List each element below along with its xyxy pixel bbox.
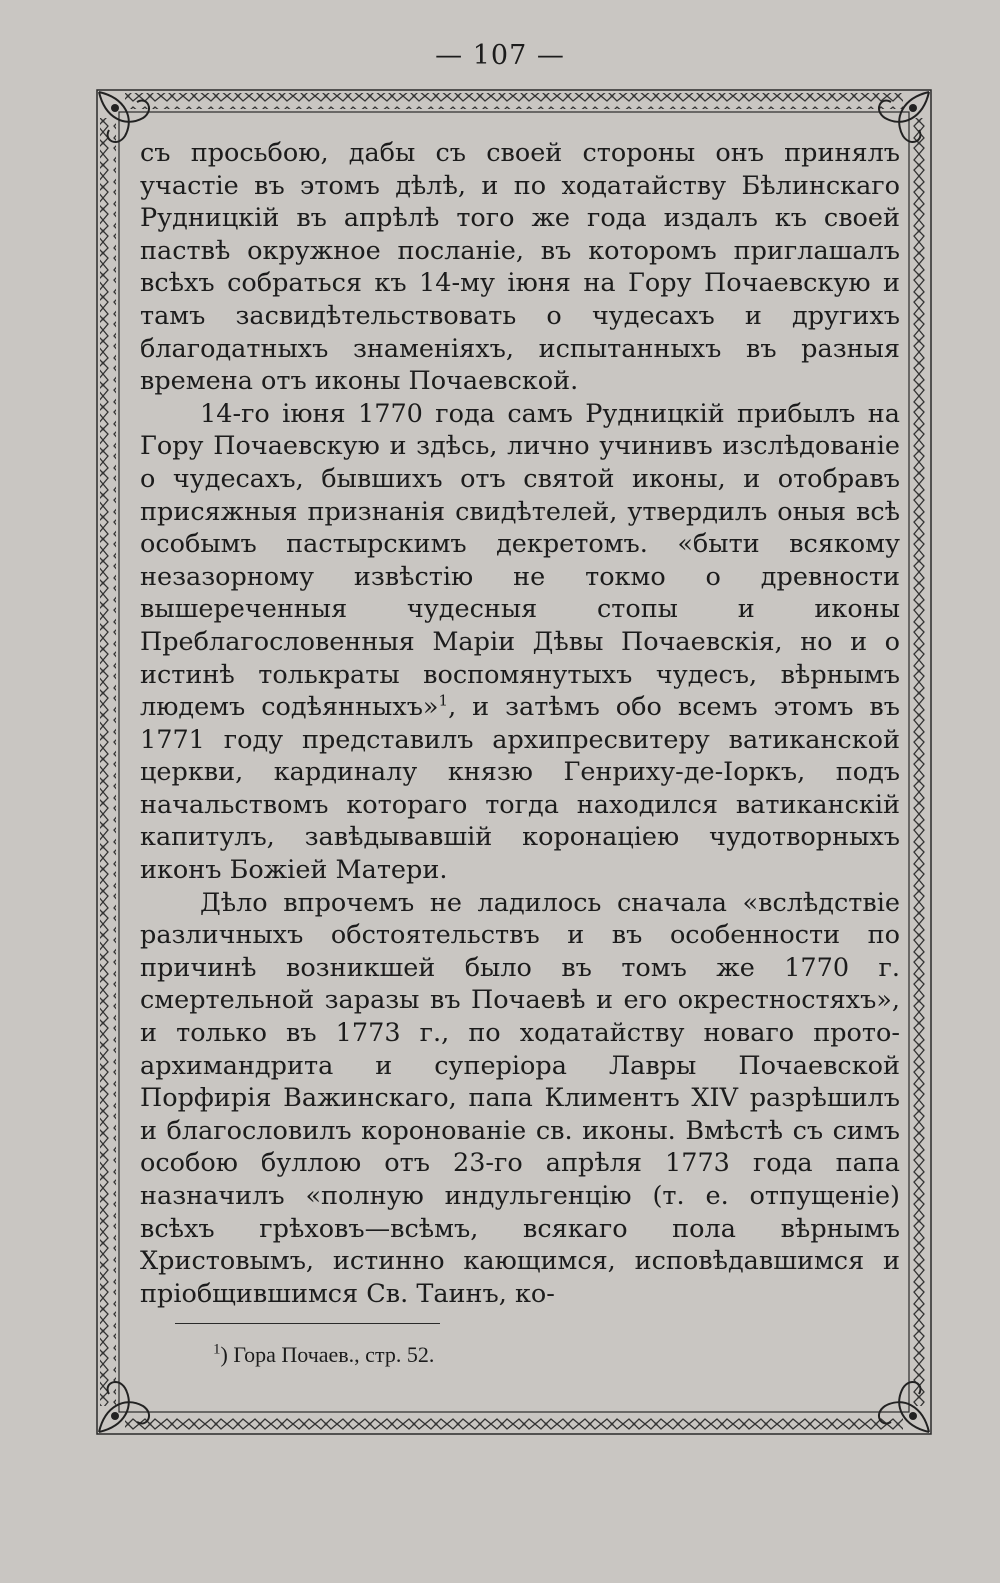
page-number: — 107 — <box>435 40 565 71</box>
paragraph-2-tail: , и затѣмъ обо всемъ этомъ въ 1771 году представилъ архипресвитеру ватиканской церкви, кардиналу князю Генриху-де-Іоркъ, подъ начальствомъ котораго тогда находился ватиканскій капитулъ, завѣдывавшій коронаціею чудотворныхъ иконъ Божіей Матери. <box>140 692 900 886</box>
paragraph-2 <box>140 398 900 887</box>
footnote <box>213 1342 813 1368</box>
paragraph-3: Дѣло впрочемъ не ладилось сначала «вслѣдствіе различныхъ обстоятельствъ и въ особенности по причинѣ возникшей было въ томъ же 1770 г. смертельной заразы въ Почаевѣ и его окрестностяхъ», и только въ 1773 г., по ходатайству новаго прото-архимандрита и суперіора Лавры Почаевской Порфирія Важинскаго, папа Климентъ XIV разрѣшилъ и благословилъ коронованіе св. иконы. Вмѣстѣ съ симъ особою буллою отъ 23-го апрѣля 1773 года папа назначилъ «полную индульгенцію (т. е. отпущеніе) всѣхъ грѣховъ—всѣмъ, всякаго пола вѣрнымъ Христовымъ, истинно кающимся, исповѣдавшимся и пріобщившимся Св. Таинъ, ко- <box>140 887 900 1309</box>
footnote-text: ) Гора Почаев., стр. 52. <box>220 1342 435 1367</box>
footnote-mark: 1 <box>213 1341 221 1358</box>
paragraph-2-text: 14-го іюня 1770 года самъ Рудницкій прибылъ на Гору Почаевскую и здѣсь, лично учинивъ изслѣдованіе о чудесахъ, бывшихъ отъ святой иконы, и отобравъ присяжныя признанія свидѣтелей, утвердилъ оныя всѣ особымъ пастырскимъ декретомъ. «быти всякому незазорному извѣстію не токмо о древности вышереченныя чудесныя стопы и иконы Преблагословенныя Маріи Дѣвы Почаевскія, но и о истинѣ толькраты воспомянутыхъ чудесъ, вѣрнымъ людемъ содѣянныхъ» <box>140 398 900 723</box>
main-text <box>140 137 900 1310</box>
paragraph-1: съ просьбою, дабы съ своей стороны онъ принялъ участіе въ этомъ дѣлѣ, и по ходатайству Бѣлинскаго Рудницкій въ апрѣлѣ того же года издалъ къ своей паствѣ окружное посланіе, въ которомъ приглашалъ всѣхъ собраться къ 14-му іюня на Гору Почаевскую и тамъ засвидѣтельствовать о чудесахъ и другихъ благодатныхъ знаменіяхъ, испытанныхъ въ разныя времена отъ иконы Почаевской. <box>140 138 900 397</box>
footnote-reference: 1 <box>438 691 449 710</box>
footnote-separator <box>175 1323 440 1324</box>
